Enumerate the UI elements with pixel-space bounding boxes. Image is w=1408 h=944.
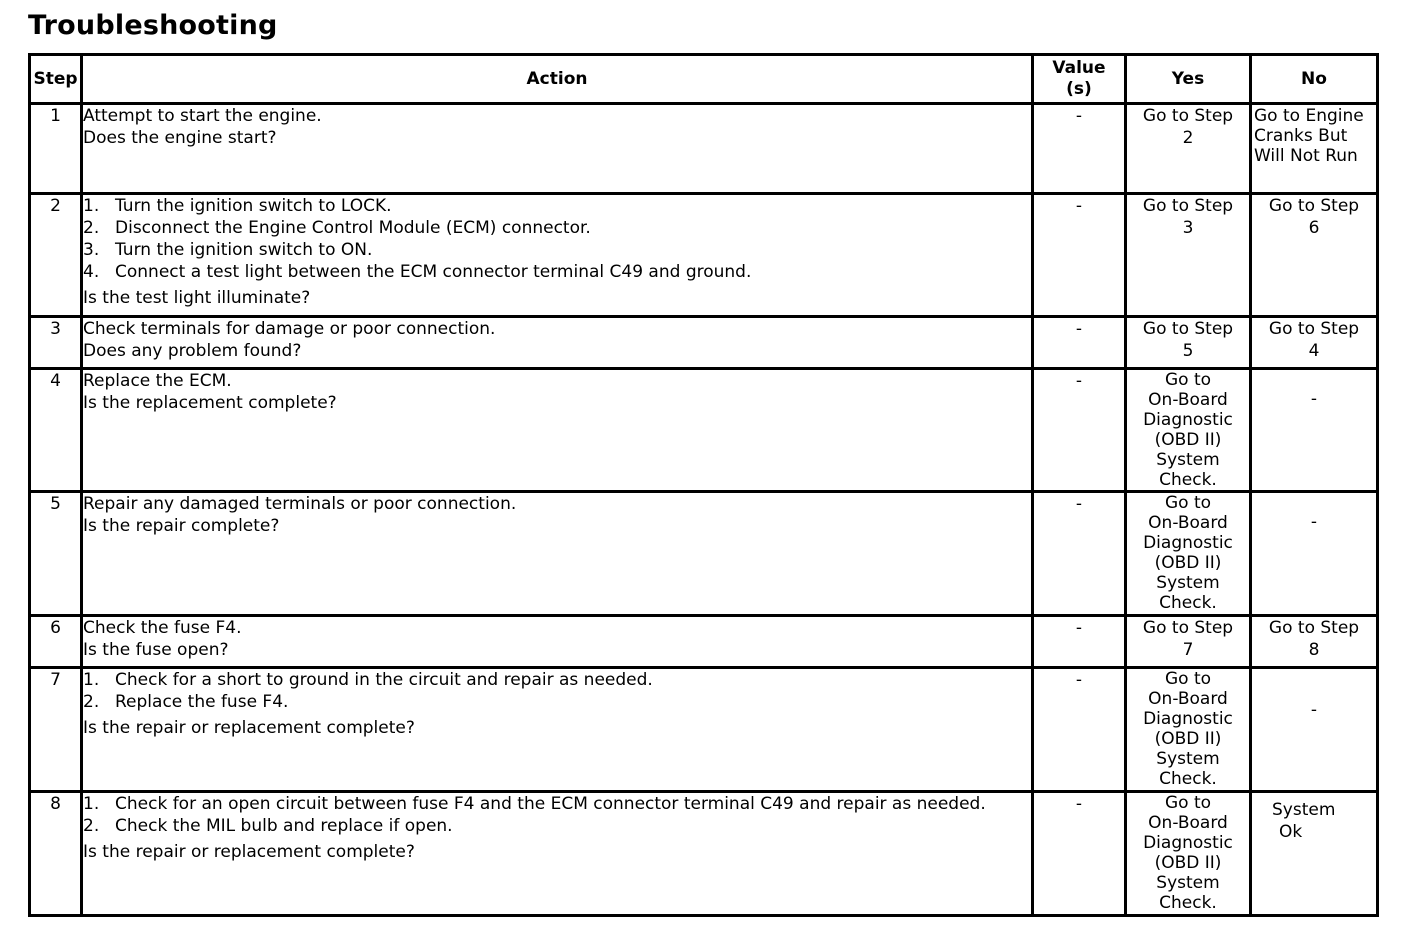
yes-text: (OBD II) (1154, 853, 1222, 873)
action-list-item: 1. Check for an open circuit between fuse F4 and the ECM connector terminal C49 and repair as needed. (83, 794, 986, 814)
action-question: Does any problem found? (83, 341, 302, 361)
action-text: Replace the ECM. (83, 371, 232, 391)
yes-cell (1126, 792, 1251, 916)
no-cell (1251, 104, 1378, 194)
action-question: Is the repair or replacement complete? (83, 718, 415, 738)
value-cell: - (1033, 104, 1126, 194)
header-value-line2: (s) (1066, 79, 1092, 99)
table-row (30, 194, 1378, 317)
action-cell (82, 616, 1033, 668)
action-list-item: 1. Check for a short to ground in the circuit and repair as needed. (83, 670, 653, 690)
yes-text: On-Board (1148, 689, 1228, 709)
action-text: Check terminals for damage or poor connection. (83, 319, 496, 339)
no-cell (1251, 194, 1378, 317)
yes-text: (OBD II) (1154, 430, 1222, 450)
yes-cell (1126, 194, 1251, 317)
yes-text: System (1156, 873, 1220, 893)
step-number: 4 (30, 369, 82, 492)
header-yes: Yes (1126, 55, 1251, 104)
table-row (30, 668, 1378, 792)
yes-text: On-Board (1148, 813, 1228, 833)
value-cell: - (1033, 668, 1126, 792)
header-no: No (1251, 55, 1378, 104)
no-text: Go to Engine (1254, 106, 1364, 126)
yes-text: Diagnostic (1143, 833, 1233, 853)
yes-text: 3 (1182, 218, 1194, 238)
header-row (30, 55, 1378, 104)
action-list (83, 793, 1031, 837)
table-row (30, 616, 1378, 668)
action-cell (82, 104, 1033, 194)
action-cell (82, 668, 1033, 792)
table-row (30, 317, 1378, 369)
step-number: 6 (30, 616, 82, 668)
action-cell (82, 369, 1033, 492)
value-cell: - (1033, 194, 1126, 317)
no-text: Cranks But (1254, 126, 1348, 146)
action-list-item: 1. Turn the ignition switch to LOCK. (83, 196, 392, 216)
action-text: Attempt to start the engine. (83, 106, 322, 126)
troubleshooting-table (28, 53, 1379, 917)
action-list (83, 669, 1031, 713)
yes-text: System (1156, 749, 1220, 769)
yes-cell (1126, 317, 1251, 369)
no-cell: - (1251, 369, 1378, 492)
no-text: 4 (1308, 341, 1320, 361)
value-cell: - (1033, 616, 1126, 668)
yes-text: Diagnostic (1143, 709, 1233, 729)
no-text: Go to Step (1268, 196, 1360, 216)
step-number: 5 (30, 492, 82, 616)
no-cell: - (1251, 492, 1378, 616)
action-cell (82, 194, 1033, 317)
step-number: 1 (30, 104, 82, 194)
action-cell (82, 317, 1033, 369)
table-row (30, 792, 1378, 916)
value-cell: - (1033, 369, 1126, 492)
yes-cell (1126, 369, 1251, 492)
yes-text: Go to (1164, 793, 1212, 813)
header-value-line1: Value (1052, 58, 1106, 78)
yes-text: System (1156, 573, 1220, 593)
yes-cell (1126, 492, 1251, 616)
action-list-item: 4. Connect a test light between the ECM connector terminal C49 and ground. (83, 262, 752, 282)
yes-cell (1126, 616, 1251, 668)
action-question: Does the engine start? (83, 128, 277, 148)
no-text: Ok (1279, 822, 1303, 842)
yes-cell (1126, 668, 1251, 792)
yes-cell (1126, 104, 1251, 194)
yes-text: Check. (1159, 893, 1217, 913)
no-cell (1251, 616, 1378, 668)
header-step: Step (30, 55, 82, 104)
yes-text: System (1156, 450, 1220, 470)
step-number: 2 (30, 194, 82, 317)
action-text: Repair any damaged terminals or poor connection. (83, 494, 517, 514)
no-text: Will Not Run (1254, 146, 1358, 166)
step-number: 8 (30, 792, 82, 916)
yes-text: Go to (1164, 493, 1212, 513)
yes-text: 7 (1182, 640, 1194, 660)
yes-text: 5 (1182, 341, 1194, 361)
action-list-item: 2. Replace the fuse F4. (83, 692, 289, 712)
table-row (30, 492, 1378, 616)
yes-text: Go to Step (1142, 618, 1234, 638)
action-list-item: 2. Check the MIL bulb and replace if open. (83, 816, 453, 836)
no-text: 6 (1308, 218, 1320, 238)
action-text: Check the fuse F4. (83, 618, 242, 638)
no-cell: - (1251, 668, 1378, 792)
yes-text: Go to Step (1142, 106, 1234, 126)
yes-text: (OBD II) (1154, 729, 1222, 749)
table-row (30, 104, 1378, 194)
no-text: Go to Step (1268, 319, 1360, 339)
action-list (83, 195, 1031, 283)
no-text: 8 (1308, 640, 1320, 660)
yes-text: Go to Step (1142, 319, 1234, 339)
yes-text: Check. (1159, 593, 1217, 613)
no-text: System (1272, 800, 1336, 820)
yes-text: Check. (1159, 769, 1217, 789)
yes-text: On-Board (1148, 513, 1228, 533)
action-list-item: 2. Disconnect the Engine Control Module (ECM) connector. (83, 218, 591, 238)
no-cell (1251, 792, 1378, 916)
yes-text: 2 (1182, 128, 1194, 148)
no-text: Go to Step (1268, 618, 1360, 638)
action-question: Is the replacement complete? (83, 393, 337, 413)
action-cell (82, 792, 1033, 916)
no-cell (1251, 317, 1378, 369)
action-question: Is the fuse open? (83, 640, 229, 660)
value-cell: - (1033, 792, 1126, 916)
yes-text: Go to Step (1142, 196, 1234, 216)
yes-text: (OBD II) (1154, 553, 1222, 573)
step-number: 3 (30, 317, 82, 369)
value-cell: - (1033, 492, 1126, 616)
header-action: Action (82, 55, 1033, 104)
action-question: Is the repair complete? (83, 516, 280, 536)
yes-text: Check. (1159, 470, 1217, 490)
yes-text: On-Board (1148, 390, 1228, 410)
yes-text: Diagnostic (1143, 410, 1233, 430)
page-title: Troubleshooting (28, 10, 278, 41)
action-question: Is the test light illuminate? (83, 288, 311, 308)
step-number: 7 (30, 668, 82, 792)
yes-text: Go to (1164, 370, 1212, 390)
action-question: Is the repair or replacement complete? (83, 842, 415, 862)
yes-text: Go to (1164, 669, 1212, 689)
action-cell (82, 492, 1033, 616)
value-cell: - (1033, 317, 1126, 369)
header-value (1033, 55, 1126, 104)
action-list-item: 3. Turn the ignition switch to ON. (83, 240, 373, 260)
table-row (30, 369, 1378, 492)
yes-text: Diagnostic (1143, 533, 1233, 553)
